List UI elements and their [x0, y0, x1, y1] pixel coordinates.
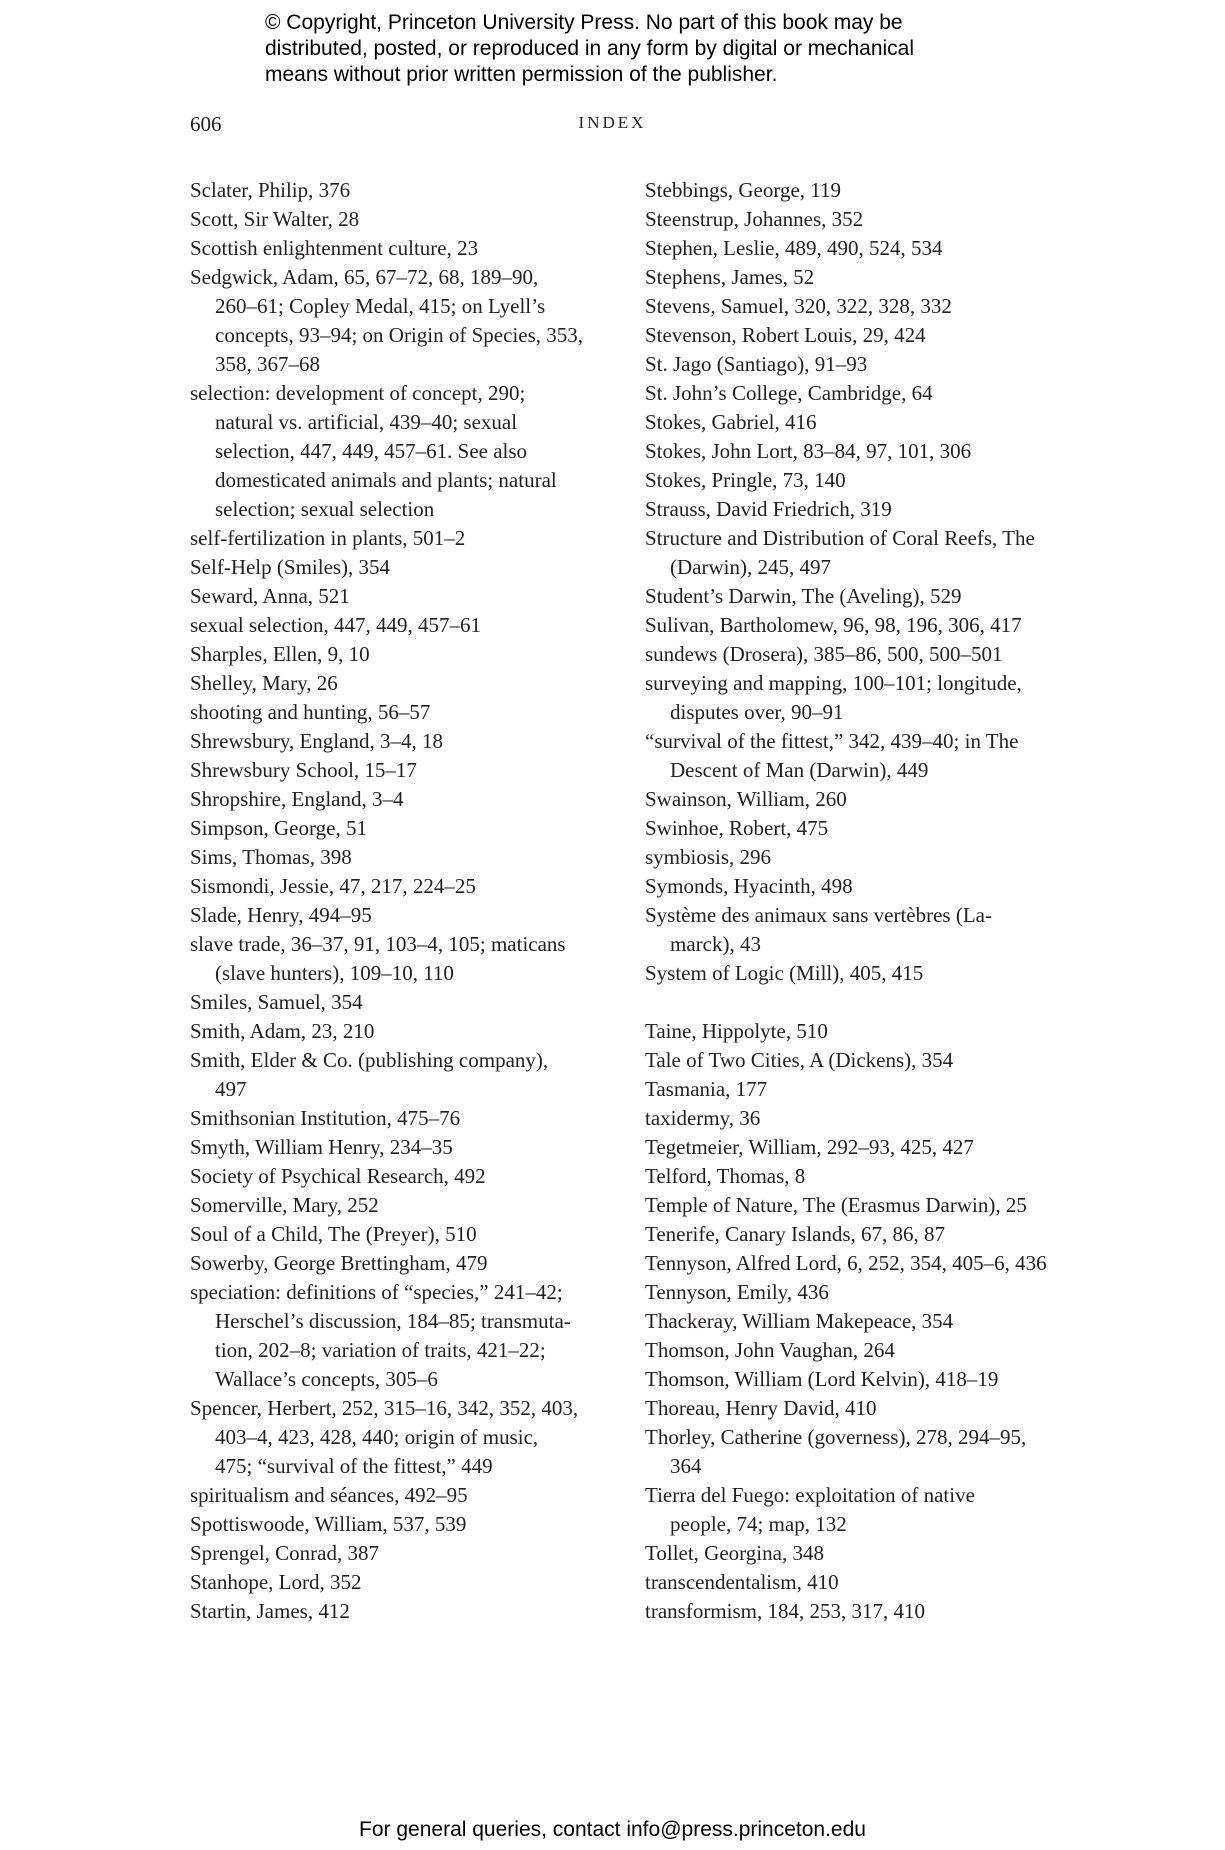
index-entry: selection: development of concept, 290;	[190, 381, 526, 405]
index-entry: Smith, Adam, 23, 210	[190, 1019, 375, 1043]
index-entry: Shelley, Mary, 26	[190, 671, 338, 695]
index-entry: Soul of a Child, The (Preyer), 510	[190, 1222, 477, 1246]
index-entry: Smithsonian Institution, 475–76	[190, 1106, 461, 1130]
index-entry: Stevenson, Robert Louis, 29, 424	[645, 323, 926, 347]
index-entry: surveying and mapping, 100–101; longitude,	[645, 671, 1022, 695]
index-entry: “survival of the fittest,” 342, 439–40; in The	[645, 729, 1019, 753]
index-entry: Scott, Sir Walter, 28	[190, 207, 360, 231]
index-entry: Thackeray, William Makepeace, 354	[645, 1309, 954, 1333]
index-entry: slave trade, 36–37, 91, 103–4, 105; maticans	[190, 932, 566, 956]
copyright-line: means without prior written permission of the publisher.	[265, 63, 778, 86]
index-entry: transformism, 184, 253, 317, 410	[645, 1599, 925, 1623]
index-entry: Somerville, Mary, 252	[190, 1193, 379, 1217]
index-entry: spiritualism and séances, 492–95	[190, 1483, 468, 1507]
index-entry-continuation: 260–61; Copley Medal, 415; on Lyell’s	[215, 294, 546, 318]
index-entry-continuation: 364	[670, 1454, 702, 1478]
index-entry: Self-Help (Smiles), 354	[190, 555, 391, 579]
index-entry-continuation: Herschel’s discussion, 184–85; transmuta-	[215, 1309, 571, 1333]
index-entry: Tale of Two Cities, A (Dickens), 354	[645, 1048, 954, 1072]
index-entry: Shrewsbury School, 15–17	[190, 758, 417, 782]
index-entry: Sowerby, George Brettingham, 479	[190, 1251, 488, 1275]
index-entry: Stephens, James, 52	[645, 265, 815, 289]
index-entry: Tasmania, 177	[645, 1077, 768, 1101]
index-entry: Student’s Darwin, The (Aveling), 529	[645, 584, 962, 608]
index-entry: Smiles, Samuel, 354	[190, 990, 363, 1014]
index-entry: System of Logic (Mill), 405, 415	[645, 961, 924, 985]
index-entry: Scottish enlightenment culture, 23	[190, 236, 479, 260]
index-entry: Steenstrup, Johannes, 352	[645, 207, 864, 231]
index-entry-continuation: 403–4, 423, 428, 440; origin of music,	[215, 1425, 539, 1449]
index-entry-continuation: disputes over, 90–91	[670, 700, 844, 724]
index-entry: Spottiswoode, William, 537, 539	[190, 1512, 467, 1536]
index-entry-continuation: domesticated animals and plants; natural	[215, 468, 557, 492]
index-entry-continuation: tion, 202–8; variation of traits, 421–22;	[215, 1338, 546, 1362]
index-entry-continuation: (Darwin), 245, 497	[670, 555, 831, 579]
index-entry: Symonds, Hyacinth, 498	[645, 874, 853, 898]
index-column-right	[645, 176, 1065, 1626]
index-entry: Sulivan, Bartholomew, 96, 98, 196, 306, 417	[645, 613, 1022, 637]
index-entry: Stokes, John Lort, 83–84, 97, 101, 306	[645, 439, 972, 463]
index-entry: Thorley, Catherine (governess), 278, 294–95,	[645, 1425, 1027, 1449]
index-entry: St. Jago (Santiago), 91–93	[645, 352, 868, 376]
index-entry-continuation: 475; “survival of the fittest,” 449	[215, 1454, 493, 1478]
index-entry: transcendentalism, 410	[645, 1570, 839, 1594]
index-entry: Sharples, Ellen, 9, 10	[190, 642, 370, 666]
footer-contact: For general queries, contact info@press.princeton.edu	[359, 1818, 866, 1841]
index-entry: Swinhoe, Robert, 475	[645, 816, 829, 840]
index-entry: Tennyson, Alfred Lord, 6, 252, 354, 405–6, 436	[645, 1251, 1047, 1275]
index-entry: shooting and hunting, 56–57	[190, 700, 431, 724]
index-entry: Sprengel, Conrad, 387	[190, 1541, 379, 1565]
index-entry-continuation: selection; sexual selection	[215, 497, 435, 521]
index-entry: Sismondi, Jessie, 47, 217, 224–25	[190, 874, 476, 898]
index-entry: Sims, Thomas, 398	[190, 845, 352, 869]
index-entry: Stephen, Leslie, 489, 490, 524, 534	[645, 236, 943, 260]
index-entry: Tenerife, Canary Islands, 67, 86, 87	[645, 1222, 946, 1246]
index-entry: Temple of Nature, The (Erasmus Darwin), 25	[645, 1193, 1027, 1217]
index-entry: Swainson, William, 260	[645, 787, 847, 811]
index-entry: Taine, Hippolyte, 510	[645, 1019, 828, 1043]
copyright-line: distributed, posted, or reproduced in any form by digital or mechanical	[265, 37, 915, 60]
index-entry-continuation: 358, 367–68	[215, 352, 320, 376]
index-entry: Seward, Anna, 521	[190, 584, 350, 608]
copyright-line: © Copyright, Princeton University Press. No part of this book may be	[265, 11, 903, 34]
index-entry: Thomson, John Vaughan, 264	[645, 1338, 895, 1362]
index-entry: Slade, Henry, 494–95	[190, 903, 372, 927]
index-entry: self-fertilization in plants, 501–2	[190, 526, 466, 550]
index-entry-continuation: natural vs. artificial, 439–40; sexual	[215, 410, 518, 434]
page-number: 606	[190, 112, 222, 136]
index-entry: Tollet, Georgina, 348	[645, 1541, 824, 1565]
index-entry: Stokes, Pringle, 73, 140	[645, 468, 846, 492]
index-entry: Shropshire, England, 3–4	[190, 787, 404, 811]
running-head: INDEX	[578, 113, 647, 132]
index-entry-continuation: Descent of Man (Darwin), 449	[670, 758, 929, 782]
index-entry: Strauss, David Friedrich, 319	[645, 497, 892, 521]
letter-section-gap	[645, 988, 1065, 1017]
index-entry: Stanhope, Lord, 352	[190, 1570, 362, 1594]
index-entry: Society of Psychical Research, 492	[190, 1164, 486, 1188]
index-entry: Shrewsbury, England, 3–4, 18	[190, 729, 443, 753]
index-column-left	[190, 176, 610, 1626]
index-entry: Telford, Thomas, 8	[645, 1164, 806, 1188]
index-entry-continuation: selection, 447, 449, 457–61. See also	[215, 439, 528, 463]
index-entry: Spencer, Herbert, 252, 315–16, 342, 352, 403,	[190, 1396, 579, 1420]
index-entry: Tegetmeier, William, 292–93, 425, 427	[645, 1135, 974, 1159]
index-entry: Smyth, William Henry, 234–35	[190, 1135, 453, 1159]
index-entry: Système des animaux sans vertèbres (La-	[645, 903, 992, 927]
index-entry: Thoreau, Henry David, 410	[645, 1396, 877, 1420]
index-entry: speciation: definitions of “species,” 241–42;	[190, 1280, 563, 1304]
index-entry: St. John’s College, Cambridge, 64	[645, 381, 933, 405]
index-entry: Startin, James, 412	[190, 1599, 350, 1623]
index-entry: Sedgwick, Adam, 65, 67–72, 68, 189–90,	[190, 265, 539, 289]
index-entry: Thomson, William (Lord Kelvin), 418–19	[645, 1367, 999, 1391]
index-entry-continuation: 497	[215, 1077, 247, 1101]
index-entry: Tennyson, Emily, 436	[645, 1280, 829, 1304]
index-entry: Sclater, Philip, 376	[190, 178, 351, 202]
index-entry: Stevens, Samuel, 320, 322, 328, 332	[645, 294, 952, 318]
index-entry: sundews (Drosera), 385–86, 500, 500–501	[645, 642, 1003, 666]
index-entry: Stebbings, George, 119	[645, 178, 841, 202]
index-entry: Tierra del Fuego: exploitation of native	[645, 1483, 975, 1507]
index-entry-continuation: marck), 43	[670, 932, 761, 956]
index-entry: Structure and Distribution of Coral Reefs, The	[645, 526, 1035, 550]
index-entry-continuation: Wallace’s concepts, 305–6	[215, 1367, 438, 1391]
index-entry: Stokes, Gabriel, 416	[645, 410, 817, 434]
index-entry: sexual selection, 447, 449, 457–61	[190, 613, 482, 637]
index-entry-continuation: concepts, 93–94; on Origin of Species, 353,	[215, 323, 584, 347]
index-entry: taxidermy, 36	[645, 1106, 761, 1130]
index-entry: symbiosis, 296	[645, 845, 772, 869]
index-entry-continuation: people, 74; map, 132	[670, 1512, 847, 1536]
copyright-notice	[265, 10, 1025, 88]
index-entry-continuation: (slave hunters), 109–10, 110	[215, 961, 454, 985]
index-entry: Simpson, George, 51	[190, 816, 367, 840]
index-entry: Smith, Elder & Co. (publishing company),	[190, 1048, 549, 1072]
